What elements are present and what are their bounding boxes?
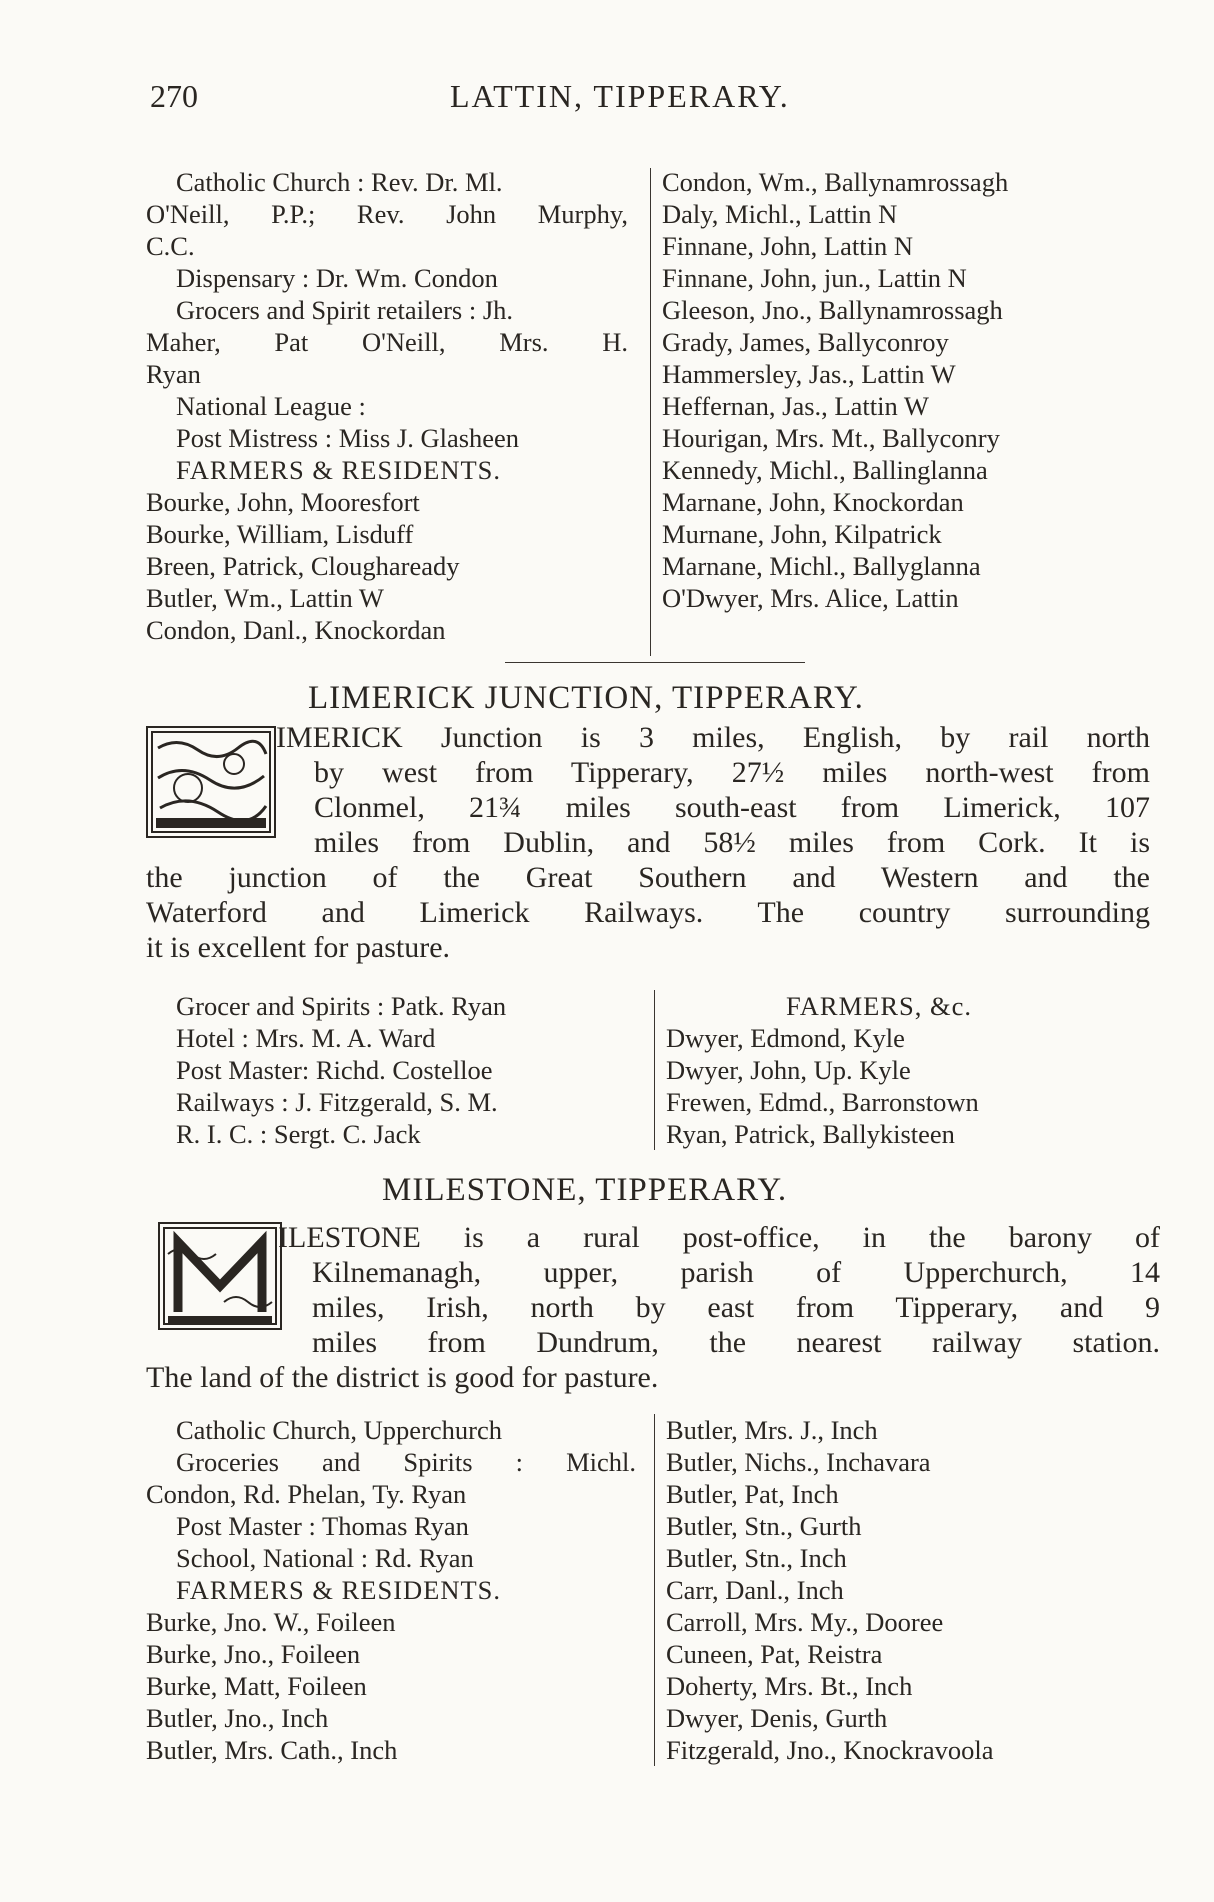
list-item: Heffernan, Jas., Lattin W xyxy=(662,391,929,421)
list-item: Butler, Mrs. J., Inch xyxy=(666,1415,878,1445)
list-item: National League : xyxy=(176,391,366,421)
column-divider xyxy=(650,168,651,656)
list-item: Post Master: Richd. Costelloe xyxy=(176,1055,493,1085)
list-item: School, National : Rd. Ryan xyxy=(176,1543,474,1573)
list-item: Grady, James, Ballyconroy xyxy=(662,327,949,357)
paragraph-line: miles from Dundrum, the nearest railway station. xyxy=(312,1326,1160,1359)
list-item: Burke, Matt, Foileen xyxy=(146,1671,367,1701)
paragraph-line: miles, Irish, north by east from Tipperary, and 9 xyxy=(312,1291,1160,1324)
milestone-paragraph xyxy=(146,1220,1160,1395)
paragraph-line: The land of the district is good for pasture. xyxy=(146,1361,659,1394)
section-heading-limerick-junction: LIMERICK JUNCTION, TIPPERARY. xyxy=(308,680,864,716)
list-item: Railways : J. Fitzgerald, S. M. xyxy=(176,1087,498,1117)
milestone-right-column xyxy=(666,1414,1156,1766)
list-item: Finnane, John, jun., Lattin N xyxy=(662,263,967,293)
list-item: Dispensary : Dr. Wm. Condon xyxy=(176,263,498,293)
list-item: Butler, Pat, Inch xyxy=(666,1479,839,1509)
list-item: Marnane, Michl., Ballyglanna xyxy=(662,551,981,581)
list-item: Ryan xyxy=(146,359,201,389)
limerick-junction-paragraph xyxy=(146,720,1150,965)
limerick-right-column xyxy=(666,990,1136,1150)
paragraph-line: Kilnemanagh, upper, parish of Upperchurch, 14 xyxy=(312,1256,1160,1289)
list-item: Butler, Nichs., Inchavara xyxy=(666,1447,931,1477)
list-item: Catholic Church, Upperchurch xyxy=(176,1415,502,1445)
list-item: Maher, Pat O'Neill, Mrs. H. xyxy=(146,327,628,357)
paragraph-line: IMERICK Junction is 3 miles, English, by rail north xyxy=(276,721,1150,754)
list-item: O'Neill, P.P.; Rev. John Murphy, xyxy=(146,199,628,229)
column-divider xyxy=(654,990,655,1150)
page-number: 270 xyxy=(150,78,198,114)
list-item: O'Dwyer, Mrs. Alice, Lattin xyxy=(662,583,959,613)
list-item: Groceries and Spirits : Michl. xyxy=(176,1447,636,1477)
section-divider xyxy=(505,662,805,663)
running-header xyxy=(150,78,1160,122)
list-item: Breen, Patrick, Clougharеady xyxy=(146,551,460,581)
list-item: Condon, Rd. Phelan, Ty. Ryan xyxy=(146,1479,467,1509)
list-item: Condon, Wm., Ballynamrossagh xyxy=(662,167,1009,197)
list-item: Condon, Danl., Knockordan xyxy=(146,615,446,645)
paragraph-line: Waterford and Limerick Railways. The country surrounding xyxy=(146,896,1150,929)
paragraph-line: Clonmel, 21¾ miles south-east from Limerick, 107 xyxy=(314,791,1150,824)
paragraph-line: by west from Tipperary, 27½ miles north-west from xyxy=(314,756,1150,789)
list-item: Finnane, John, Lattin N xyxy=(662,231,913,261)
list-item: Hourigan, Mrs. Mt., Ballyconry xyxy=(662,423,1000,453)
list-item: Butler, Mrs. Cath., Inch xyxy=(146,1735,398,1765)
list-item: Dwyer, Denis, Gurth xyxy=(666,1703,888,1733)
lattin-left-column xyxy=(146,166,628,646)
lattin-right-column xyxy=(662,166,1132,614)
list-item: Kennedy, Michl., Ballinglanna xyxy=(662,455,988,485)
list-item: C.C. xyxy=(146,231,195,261)
list-item: Murnane, John, Kilpatrick xyxy=(662,519,942,549)
list-item: Doherty, Mrs. Bt., Inch xyxy=(666,1671,913,1701)
list-item: Grocers and Spirit retailers : Jh. xyxy=(176,295,514,325)
milestone-left-column xyxy=(146,1414,636,1766)
paragraph-line: ILESTONE is a rural post-office, in the barony of xyxy=(278,1221,1160,1254)
list-item: Post Master : Thomas Ryan xyxy=(176,1511,469,1541)
paragraph-line: it is excellent for pasture. xyxy=(146,931,451,964)
list-item: Bourke, John, Mooresfort xyxy=(146,487,420,517)
list-item: Carr, Danl., Inch xyxy=(666,1575,844,1605)
column-divider xyxy=(654,1414,655,1766)
limerick-left-column xyxy=(146,990,636,1150)
list-item: Butler, Stn., Inch xyxy=(666,1543,847,1573)
list-item: R. I. C. : Sergt. C. Jack xyxy=(176,1119,421,1149)
list-item: Hotel : Mrs. M. A. Ward xyxy=(176,1023,436,1053)
list-item: Gleeson, Jno., Ballynamrossagh xyxy=(662,295,1003,325)
list-item: Ryan, Patrick, Ballykisteen xyxy=(666,1119,955,1149)
list-item: Marnane, John, Knockordan xyxy=(662,487,964,517)
list-item: Butler, Wm., Lattin W xyxy=(146,583,384,613)
list-item: Dwyer, John, Up. Kyle xyxy=(666,1055,911,1085)
list-item: Daly, Michl., Lattin N xyxy=(662,199,898,229)
section-heading-milestone: MILESTONE, TIPPERARY. xyxy=(382,1172,788,1208)
list-item: Cuneen, Pat, Reistra xyxy=(666,1639,883,1669)
list-item: Burke, Jno. W., Foileen xyxy=(146,1607,396,1637)
subheading: FARMERS & RESIDENTS. xyxy=(176,1575,502,1605)
subheading: FARMERS, &c. xyxy=(786,991,972,1021)
list-item: Hammersley, Jas., Lattin W xyxy=(662,359,956,389)
list-item: Butler, Stn., Gurth xyxy=(666,1511,862,1541)
list-item: Frewen, Edmd., Barronstown xyxy=(666,1087,979,1117)
list-item: Bourke, William, Lisduff xyxy=(146,519,414,549)
list-item: Carroll, Mrs. My., Dooree xyxy=(666,1607,944,1637)
list-item: Fitzgerald, Jno., Knockravoola xyxy=(666,1735,994,1765)
paragraph-line: miles from Dublin, and 58½ miles from Cork. It is xyxy=(314,826,1150,859)
list-item: Catholic Church : Rev. Dr. Ml. xyxy=(176,167,503,197)
list-item: Post Mistress : Miss J. Glasheen xyxy=(176,423,520,453)
list-item: Burke, Jno., Foileen xyxy=(146,1639,361,1669)
list-item: Dwyer, Edmond, Kyle xyxy=(666,1023,905,1053)
list-item: Butler, Jno., Inch xyxy=(146,1703,329,1733)
running-title: LATTIN, TIPPERARY. xyxy=(450,78,790,114)
paragraph-line: the junction of the Great Southern and Western and the xyxy=(146,861,1150,894)
subheading: FARMERS & RESIDENTS. xyxy=(176,455,502,485)
list-item: Grocer and Spirits : Patk. Ryan xyxy=(176,991,507,1021)
